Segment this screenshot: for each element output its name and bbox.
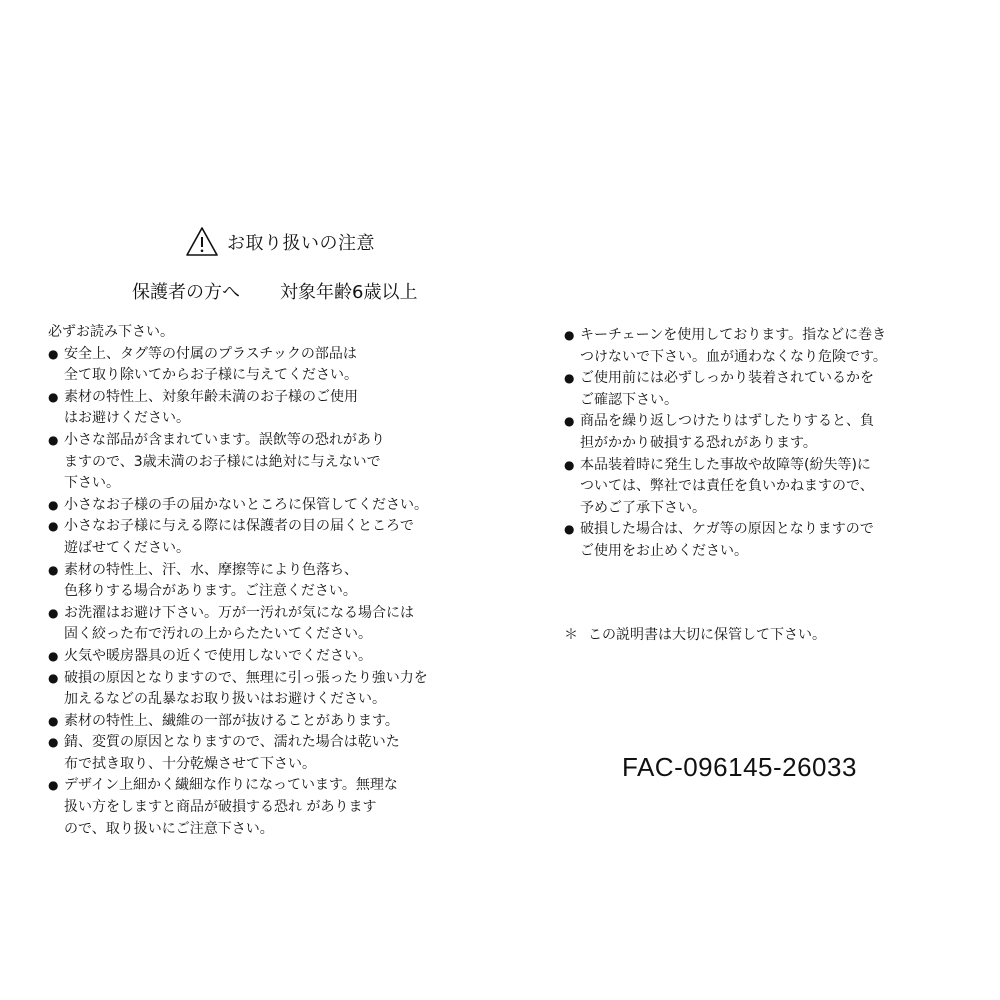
caution-text: 小さなお子様の手の届かないところに保管してください。 [64,496,428,513]
right-caution-list [564,325,954,563]
caution-text: 素材の特性上、汗、水、摩擦等により色落ち、 色移りする場合があります。ご注意ください。 [64,561,358,600]
bullet-dot: ● [48,670,59,685]
caution-item [48,430,488,495]
notice-subtitle [132,278,417,304]
bullet-dot: ● [48,648,59,663]
bullet-dot: ● [48,497,59,512]
bullet-dot: ● [564,414,575,429]
bullet-dot: ● [48,605,59,620]
caution-item [48,668,488,711]
caution-item [48,516,488,559]
bullet-dot: ● [48,432,59,447]
bullet-dot: ● [564,328,575,342]
caution-item [48,387,488,430]
caution-text: 錆、変質の原因となりますので、濡れた場合は乾いた 布で拭き取り、十分乾燥させて下さい。 [64,734,400,772]
caution-item [48,344,488,387]
caution-text: 本品装着時に発生した事故や故障等(紛失等)に ついては、弊社では責任を負いかねますので、 予めご了承下さい。 [580,456,874,516]
bullet-dot: ● [564,371,575,386]
caution-item [564,519,954,562]
warning-triangle-icon [185,226,219,257]
caution-item [48,711,488,733]
caution-text: ご使用前には必ずしっかり装着されているかを ご確認下さい。 [580,370,874,408]
product-code: FAC-096145-26033 [622,752,857,782]
bullet-dot: ● [48,562,59,577]
caution-text: 破損した場合は、ケガ等の原因となりますので ご使用をお止めください。 [580,521,874,559]
bullet-dot: ● [564,457,575,472]
caution-text: キーチェーンを使用しております。指などに巻き つけないで下さい。血が通わなくなり危険です。 [580,327,887,365]
caution-item [48,560,488,603]
note-asterisk: ＊ [564,627,578,643]
left-items [48,344,488,841]
caution-item [48,775,488,840]
caution-text: 破損の原因となりますので、無理に引っ張ったり強い力を 加えるなどの乱暴なお取り扱いはお避けください。 [64,669,428,708]
caution-item [564,411,954,454]
caution-text: 素材の特性上、繊維の一部が抜けることがあります。 [64,712,399,729]
caution-item [564,455,954,520]
caution-text: 商品を繰り返しつけたりはずしたりすると、負 担がかかり破損する恐れがあります。 [580,413,874,451]
caution-text: デザイン上細かく繊細な作りになっています。無理な 扱い方をしますと商品が破損する恐れ があります ので、取り扱いにご注意下さい。 [64,777,398,837]
keep-manual-note [564,624,826,644]
bullet-dot: ● [48,778,59,793]
read-first-intro: 必ずお読み下さい。 [48,324,174,340]
caution-text: 火気や暖房器具の近くで使用しないでください。 [64,647,372,664]
caution-item [48,495,488,517]
notice-title-row [0,226,560,257]
guardian-label: 保護者の方へ [132,282,240,303]
note-text: この説明書は大切に保管して下さい。 [588,627,826,643]
bullet-dot: ● [48,346,59,361]
caution-text: 安全上、タグ等の付属のプラスチックの部品は 全て取り除いてからお子様に与えてください。 [64,345,358,384]
notice-title: お取り扱いの注意 [227,232,375,254]
caution-text: 小さな部品が含まれています。誤飲等の恐れがあり ますので、3歳未満のお子様には絶対に与えないで 下さい。 [64,431,385,492]
left-caution-list [48,322,488,840]
bullet-dot: ● [48,519,59,534]
caution-item [564,368,954,411]
caution-item [48,732,488,775]
caution-text: 小さなお子様に与える際には保護者の目の届くところで 遊ばせてください。 [64,518,414,556]
bullet-dot: ● [48,735,59,750]
bullet-dot: ● [48,713,59,728]
caution-text: 素材の特性上、対象年齢未満のお子様のご使用 はお避けください。 [64,388,358,427]
caution-text: お洗濯はお避け下さい。万が一汚れが気になる場合には 固く絞った布で汚れの上からたたいてください。 [64,604,414,643]
caution-item [48,603,488,646]
caution-item [564,325,954,368]
age-target-label: 対象年齢6歳以上 [280,282,418,303]
bullet-dot: ● [48,389,59,404]
bullet-dot: ● [564,522,575,537]
caution-item [48,646,488,668]
right-items [564,325,954,563]
